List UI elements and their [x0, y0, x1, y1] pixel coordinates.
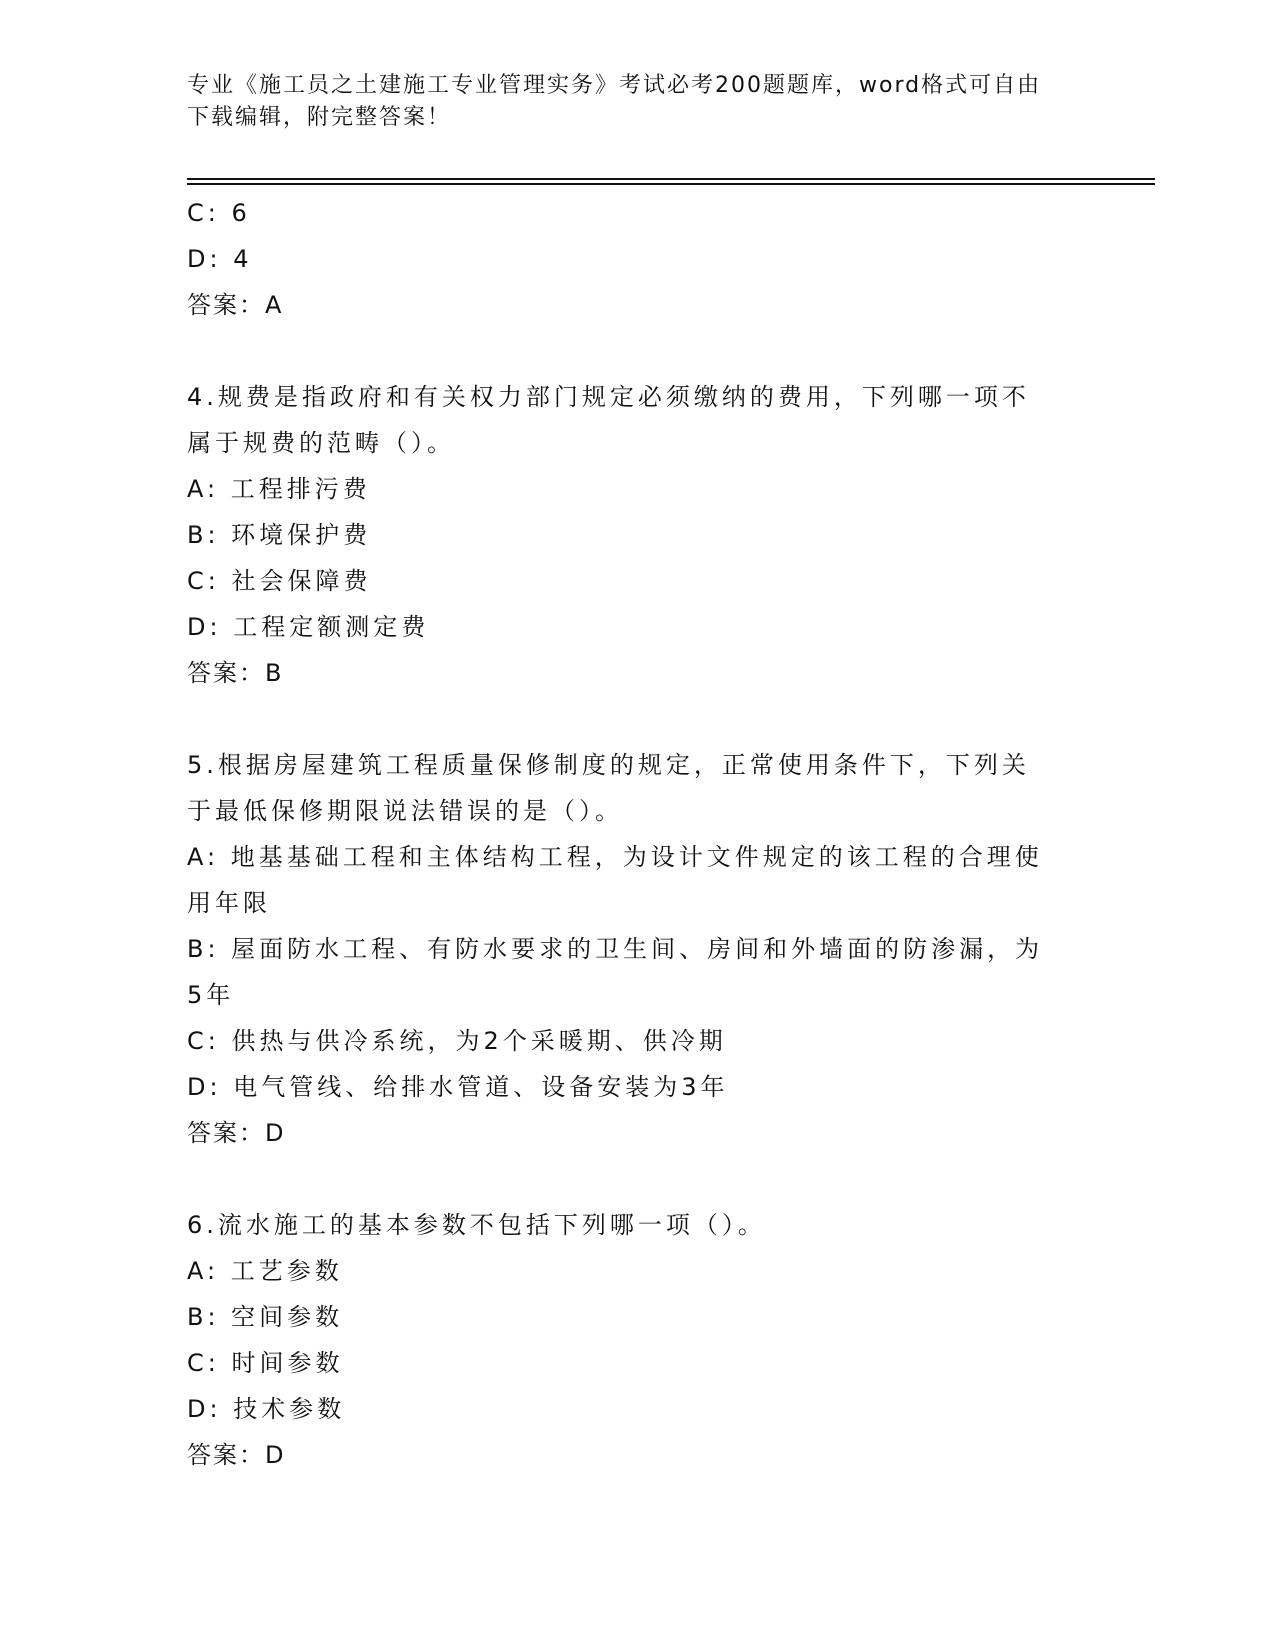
- option-d: D: 4: [187, 245, 253, 273]
- question-text-line-1: 6.流水施工的基本参数不包括下列哪一项（）。: [187, 1211, 766, 1239]
- option-a-line-1: A: 地基基础工程和主体结构工程，为设计文件规定的该工程的合理使: [187, 843, 1043, 871]
- spacer: [187, 1156, 1087, 1202]
- option-a: A: 工程排污费: [187, 475, 371, 503]
- option-b: B: 空间参数: [187, 1303, 344, 1331]
- question-text-line-1: 5.根据房屋建筑工程质量保修制度的规定，正常使用条件下，下列关: [187, 751, 1030, 779]
- option-a-line-2: 用年限: [187, 889, 271, 917]
- option-c: C: 时间参数: [187, 1349, 344, 1377]
- document-header: [187, 70, 1087, 134]
- question-text-line-1: 4.规费是指政府和有关权力部门规定必须缴纳的费用，下列哪一项不: [187, 383, 1030, 411]
- question-4: [187, 374, 1087, 696]
- question-5: [187, 742, 1087, 1156]
- answer-line: 答案：D: [187, 1441, 286, 1469]
- question-text-line-2: 属于规费的范畴（）。: [187, 429, 455, 457]
- header-title-line-1: 专业《施工员之土建施工专业管理实务》考试必考200题题库，word格式可自由: [187, 73, 1042, 98]
- option-d: D: 工程定额测定费: [187, 613, 430, 641]
- option-c: C: 6: [187, 199, 251, 227]
- option-c: C: 供热与供冷系统，为2个采暖期、供冷期: [187, 1027, 727, 1055]
- question-6: [187, 1202, 1087, 1478]
- header-divider-top: [187, 178, 1155, 180]
- answer-line: 答案：A: [187, 291, 284, 319]
- question-text-line-2: 于最低保修期限说法错误的是（）。: [187, 797, 623, 825]
- option-a: A: 工艺参数: [187, 1257, 343, 1285]
- previous-question-tail: [187, 190, 1087, 328]
- spacer: [187, 696, 1087, 742]
- answer-line: 答案：B: [187, 659, 284, 687]
- header-title-line-2: 下载编辑，附完整答案！: [187, 105, 452, 130]
- question-list: [187, 190, 1087, 1478]
- option-c: C: 社会保障费: [187, 567, 372, 595]
- spacer: [187, 328, 1087, 374]
- option-b: B: 环境保护费: [187, 521, 372, 549]
- option-d: D: 电气管线、给排水管道、设备安装为3年: [187, 1073, 729, 1101]
- option-b-line-1: B: 屋面防水工程、有防水要求的卫生间、房间和外墙面的防渗漏，为: [187, 935, 1044, 963]
- option-b-line-2: 5年: [187, 981, 235, 1009]
- answer-line: 答案：D: [187, 1119, 286, 1147]
- header-divider-bottom: [187, 183, 1155, 185]
- option-d: D: 技术参数: [187, 1395, 346, 1423]
